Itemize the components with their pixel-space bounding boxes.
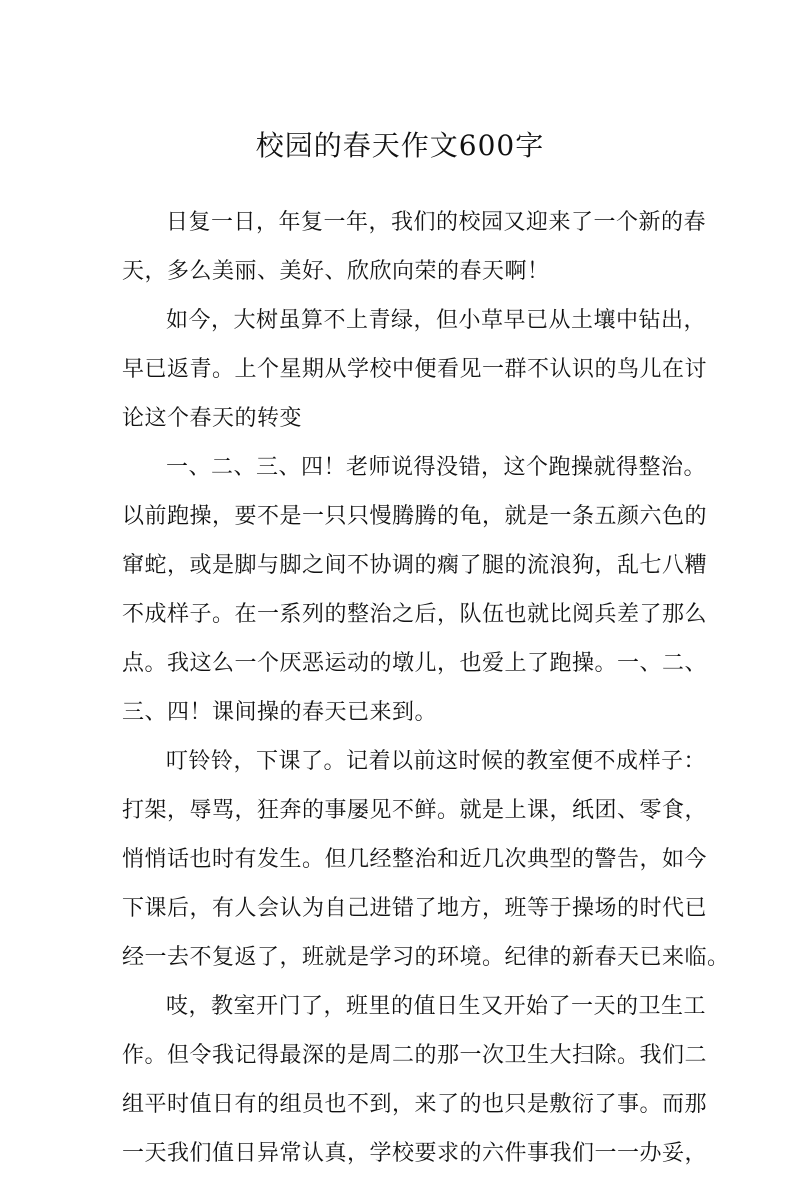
paragraph-line: 窜蛇，或是脚与脚之间不协调的瘸了腿的流浪狗，乱七八糟	[122, 553, 708, 578]
paragraph-line: 作。但令我记得最深的是周二的那一次卫生大扫除。我们二	[122, 1043, 708, 1068]
paragraph-line: 论这个春天的转变	[122, 406, 303, 431]
paragraph-line: 组平时值日有的组员也不到，来了的也只是敷衍了事。而那	[122, 1092, 708, 1117]
paragraph-line: 不成样子。在一系列的整治之后，队伍也就比阅兵差了那么	[122, 602, 708, 627]
paragraph-line: 如今，大树虽算不上青绿，但小草早已从土壤中钻出，	[166, 308, 707, 333]
paragraph-line: 日复一日，年复一年，我们的校园又迎来了一个新的春	[166, 210, 707, 235]
paragraph-line: 早已返青。上个星期从学校中便看见一群不认识的鸟儿在讨	[122, 357, 708, 382]
essay-body	[122, 198, 730, 1178]
paragraph-line: 悄悄话也时有发生。但几经整治和近几次典型的警告，如今	[122, 847, 708, 872]
document-title: 校园的春天作文600字	[255, 129, 545, 162]
paragraph-line: 三、四！课间操的春天已来到。	[122, 700, 438, 725]
paragraph-line: 打架，辱骂，狂奔的事屡见不鲜。就是上课，纸团、零食，	[122, 798, 708, 823]
paragraph-line: 一天我们值日异常认真，学校要求的六件事我们一一办妥，	[122, 1141, 708, 1166]
paragraph-line: 叮铃铃，下课了。记着以前这时候的教室便不成样子：	[166, 749, 707, 774]
paragraph-line: 点。我这么一个厌恶运动的墩儿，也爱上了跑操。一、二、	[122, 651, 708, 676]
paragraph-line: 经一去不复返了，班就是学习的环境。纪律的新春天已来临。	[122, 945, 730, 970]
paragraph-line: 下课后，有人会认为自己进错了地方，班等于操场的时代已	[122, 896, 708, 921]
paragraph-line: 天，多么美丽、美好、欣欣向荣的春天啊！	[122, 259, 550, 284]
paragraph-line: 吱，教室开门了，班里的值日生又开始了一天的卫生工	[166, 994, 707, 1019]
paragraph-line: 一、二、三、四！老师说得没错，这个跑操就得整治。	[166, 455, 707, 480]
paragraph-line: 以前跑操，要不是一只只慢腾腾的龟，就是一条五颜六色的	[122, 504, 708, 529]
